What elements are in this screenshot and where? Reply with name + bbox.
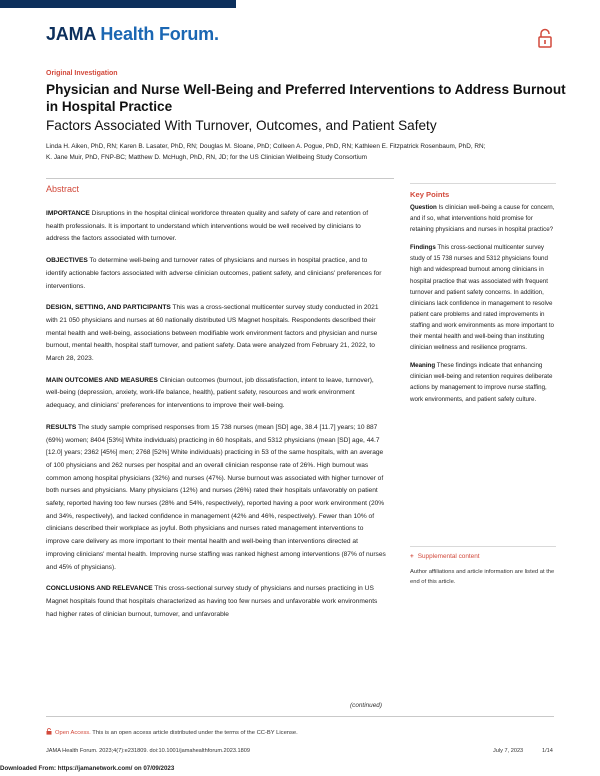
key-point-text: These findings indicate that enhancing clinician well-being and retention requires deliberate actions by management to improve nurse staffing, work environments, and patient safety culture. <box>410 362 553 403</box>
key-points-heading: Key Points <box>410 190 450 199</box>
abstract-results <box>46 422 386 574</box>
section-text: Clinician outcomes (burnout, job dissatisfaction, intent to leave, turnover), well-being (depression, anxiety, work-life balance, health), patient safety, resources and work environment adequacy, and clinicians' preferences for interventions to improve their well-being. <box>46 376 374 410</box>
page-footer <box>46 748 554 754</box>
author-line: K. Jane Muir, PhD, FNP-BC; Matthew D. McHugh, PhD, RN, JD; for the US Clinician Wellbeing Study Consortium <box>46 154 367 161</box>
publication-date: July 7, 2023 <box>493 748 524 754</box>
author-line: Linda H. Aiken, PhD, RN; Karen B. Lasater, PhD, RN; Douglas M. Sloane, PhD; Colleen A. Pogue, PhD, RN; Kathleen E. Fitzpatrick Rosenbaum, PhD, RN; <box>46 143 486 150</box>
section-label: RESULTS <box>46 423 77 431</box>
divider <box>46 716 554 717</box>
section-label: OBJECTIVES <box>46 257 88 265</box>
article-subtitle: Factors Associated With Turnover, Outcomes, and Patient Safety <box>46 118 437 133</box>
section-label: DESIGN, SETTING, AND PARTICIPANTS <box>46 304 171 312</box>
author-affiliations-note: Author affiliations and article information are listed at the end of this article. <box>410 569 555 585</box>
continued-note: (continued) <box>350 702 382 709</box>
author-list <box>46 141 516 163</box>
open-access-label: Open Access. <box>55 730 91 736</box>
article-title: Physician and Nurse Well-Being and Preferred Interventions to Address Burnout in Hospital Practice <box>46 82 566 114</box>
section-text: This was a cross-sectional multicenter survey study conducted in 2021 with 21 050 physicians and nurses at 60 nationally distributed US Magnet hospitals. Respondents described their mental health and well-being, associations between modifiable work environment factors and physician and nurse burnout, mental health, hospital staff turnover, and patient safety. Data were analyzed from February 21, 2022, to March 28, 2023. <box>46 304 379 363</box>
section-text: This cross-sectional survey study of physicians and nurses practicing in US Magnet hospitals found that hospitals characterized as having too few nurses and unfavorable work environments had higher rates of clinician burnout, turnover, and unfavorable <box>46 585 378 618</box>
abstract-heading: Abstract <box>46 184 80 194</box>
key-point-label: Question <box>410 204 437 211</box>
key-points-box <box>410 183 556 412</box>
open-access-notice <box>46 728 298 736</box>
page-number: 1/14 <box>542 748 553 754</box>
key-point-label: Meaning <box>410 362 436 370</box>
open-lock-icon <box>537 28 553 48</box>
plus-icon: + <box>410 553 414 560</box>
supplemental-content-label: Supplemental content <box>417 553 480 560</box>
abstract-body <box>46 208 386 630</box>
key-point-text: This cross-sectional multicenter survey study of 15 738 nurses and 5312 physicians found high and widespread burnout among clinicians in hospital practice that was associated with frequent turnover and patient safety concerns. In addition, clinicians lack confidence in management to resolve patient care problems and rated improvements in staffing and work environments as more important to their mental health and well-being than instituting clinician wellness and resilience programs. <box>410 244 554 352</box>
section-label: IMPORTANCE <box>46 210 90 217</box>
key-point-question <box>410 202 556 235</box>
abstract-conclusions <box>46 583 386 621</box>
abstract-outcomes <box>46 375 386 413</box>
divider <box>46 178 394 179</box>
key-point-label: Findings <box>410 244 436 252</box>
abstract-importance <box>46 208 386 246</box>
article-type-label: Original Investigation <box>46 70 118 77</box>
open-access-icon <box>46 728 52 735</box>
journal-logo-health-forum: Health Forum. <box>100 24 219 44</box>
key-point-meaning <box>410 360 556 404</box>
journal-logo[interactable] <box>46 24 219 45</box>
key-point-findings <box>410 242 556 353</box>
open-access-text: This is an open access article distributed under the terms of the CC-BY License. <box>90 730 298 736</box>
journal-logo-jama: JAMA <box>46 24 96 44</box>
download-stamp: Downloaded From: https://jamanetwork.com/ on 07/09/2023 <box>0 765 175 772</box>
abstract-design <box>46 302 386 366</box>
section-label: CONCLUSIONS AND RELEVANCE <box>46 585 153 593</box>
key-point-text: Is clinician well-being a cause for concern, and if so, what interventions hold promise for retaining physicians and nurses in hospital practice? <box>410 204 555 234</box>
section-text: Disruptions in the hospital clinical workforce threaten quality and safety of care and retention of health professionals. It is important to understand which interventions would be well received by clinicians to address the factors associated with turnover. <box>46 210 369 243</box>
section-text: To determine well-being and turnover rates of physicians and nurses in hospital practice, and to identify actionable factors associated with adverse clinician outcomes, patient safety, and clinicians' preferences for interventions. <box>46 257 382 290</box>
supplemental-content-link[interactable] <box>410 553 556 560</box>
section-label: MAIN OUTCOMES AND MEASURES <box>46 376 158 384</box>
brand-top-bar <box>0 0 236 8</box>
section-text: The study sample comprised responses from 15 738 nurses (mean [SD] age, 38.4 [11.7] years; 10 887 (69%) women; 8404 [53%] White individuals) practicing in 60 hospitals, and 5312 physicians (mean [SD] age, 44.7 [12.0] years; 2362 [45%] men; 2768 [52%] White individuals) practicing in 53 of the same hospitals, with an average of 100 physicians and 262 nurses per hospital and an overall clinician response rate of 26%. High burnout was common among hospital physicians (32%) and nurses (47%). Nurse burnout was associated with higher turnover of both nurses and physicians. Many physicians (12%) and nurses (26%) rated their hospitals unfavorably on patient safety, reported having too few nurses (28% and 54%, respectively), reported having a poor work environment (20% and 34%, respectively), and lacked confidence in management (42% and 46%, respectively). Fewer than 10% of clinicians described their workplace as joyful. Both physicians and nurses rated management interventions to improve care delivery as more important to their mental health and well-being than interventions directed at improving clinicians' mental health. Improving nurse staffing was ranked highest among interventions (87% of nurses and 45% of physicians). <box>46 423 386 571</box>
supplemental-box <box>410 546 556 587</box>
abstract-objectives <box>46 255 386 293</box>
citation: JAMA Health Forum. 2023;4(7):e231809. doi:10.1001/jamahealthforum.2023.1809 <box>46 748 250 754</box>
